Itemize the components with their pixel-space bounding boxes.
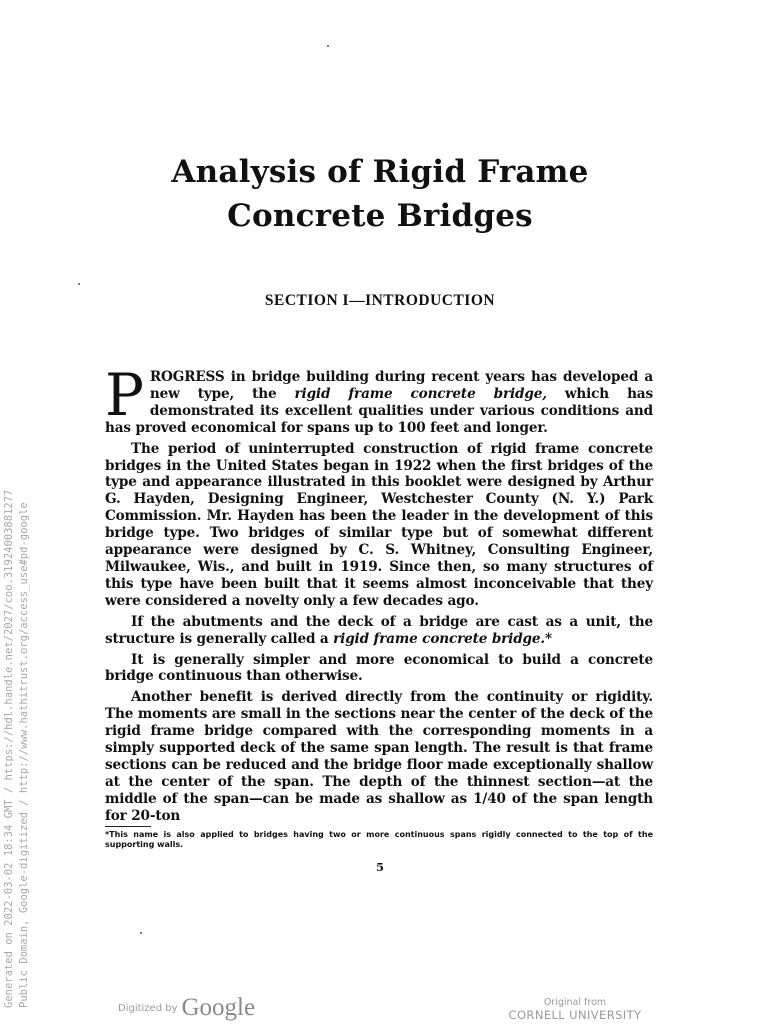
paragraph-3 (105, 614, 653, 648)
paragraph-1-emphasis: rigid frame concrete bridge, (294, 385, 547, 402)
original-from-label: Original from (543, 997, 607, 1008)
paragraph-4: It is generally simpler and more economical to build a concrete bridge continuous than otherwise. (105, 651, 653, 685)
watermark-line-2: Public Domain, Google-digitized / http://www.hathitrust.org/access_use#pd-google (18, 502, 30, 1008)
speck (140, 932, 142, 934)
footnote-rule (105, 826, 151, 827)
body-text (105, 361, 653, 829)
section-heading: SECTION I—INTRODUCTION (264, 292, 496, 309)
title-line-1: Analysis of Rigid Frame (171, 154, 589, 190)
title-line-2: Concrete Bridges (227, 198, 533, 234)
institution-name: CORNELL UNIVERSITY (508, 1008, 642, 1022)
paragraph-1 (105, 361, 653, 437)
page-title (104, 150, 656, 238)
paragraph-3-text-a: If the abutments and the deck of a bridge are cast as a unit, the structure is generally called a (105, 613, 653, 647)
speck (327, 45, 329, 47)
paragraph-5: Another benefit is derived directly from the continuity or rigidity. The moments are small in the sections near the center of the deck of the rigid frame bridge compared with the corresponding moments in a simply supported deck of the same span length. The result is that frame sections can be reduced and the bridge floor made exceptionally shallow at the center of the span. The depth of the thinnest section—at the middle of the span—can be made as shallow as 1/40 of the span length for 20-ton (105, 689, 653, 824)
google-logo: Google (181, 994, 256, 1021)
paragraph-3-emphasis: rigid frame concrete bridge. (333, 630, 545, 647)
digitized-by-google (118, 993, 255, 1023)
paragraph-1-text-a: ROGRESS in bridge building during recent years has developed a new type, the (149, 369, 653, 402)
footnote: *This name is also applied to bridges having two or more continuous spans rigidly connected to the top of the supporting walls. (105, 830, 653, 849)
original-source (480, 997, 670, 1022)
watermark-line-1: Generated on 2022-03-02 18:34 GMT / https://hdl.handle.net/2027/coo.31924003881277 (3, 489, 15, 1008)
paragraph-1-text-b: which has demonstrated its excellent qualities under various conditions and has proved economical for spans up to 100 feet and longer. (105, 385, 653, 436)
page-number: 5 (375, 860, 384, 874)
digitized-by-label: Digitized by (118, 1002, 178, 1014)
paragraph-2: The period of uninterrupted construction of rigid frame concrete bridges in the United States began in 1922 when the first bridges of the type and appearance illustrated in this booklet were designed by Arthur G. Hayden, Designing Engineer, Westchester County (N. Y.) Park Commission. Mr. Hayden has been the leader in the development of this bridge type. Two bridges of similar type but of somewhat different appearance were designed by C. S. Whitney, Consulting Engineer, Milwaukee, Wis., and built in 1919. Since then, so many structures of this type have been built that it seems almost inconceivable that they were considered a novelty only a few decades ago. (105, 440, 653, 609)
drop-cap: P (105, 361, 144, 429)
footnote-marker: * (545, 630, 552, 647)
access-watermark (2, 0, 36, 1008)
speck (78, 283, 80, 285)
